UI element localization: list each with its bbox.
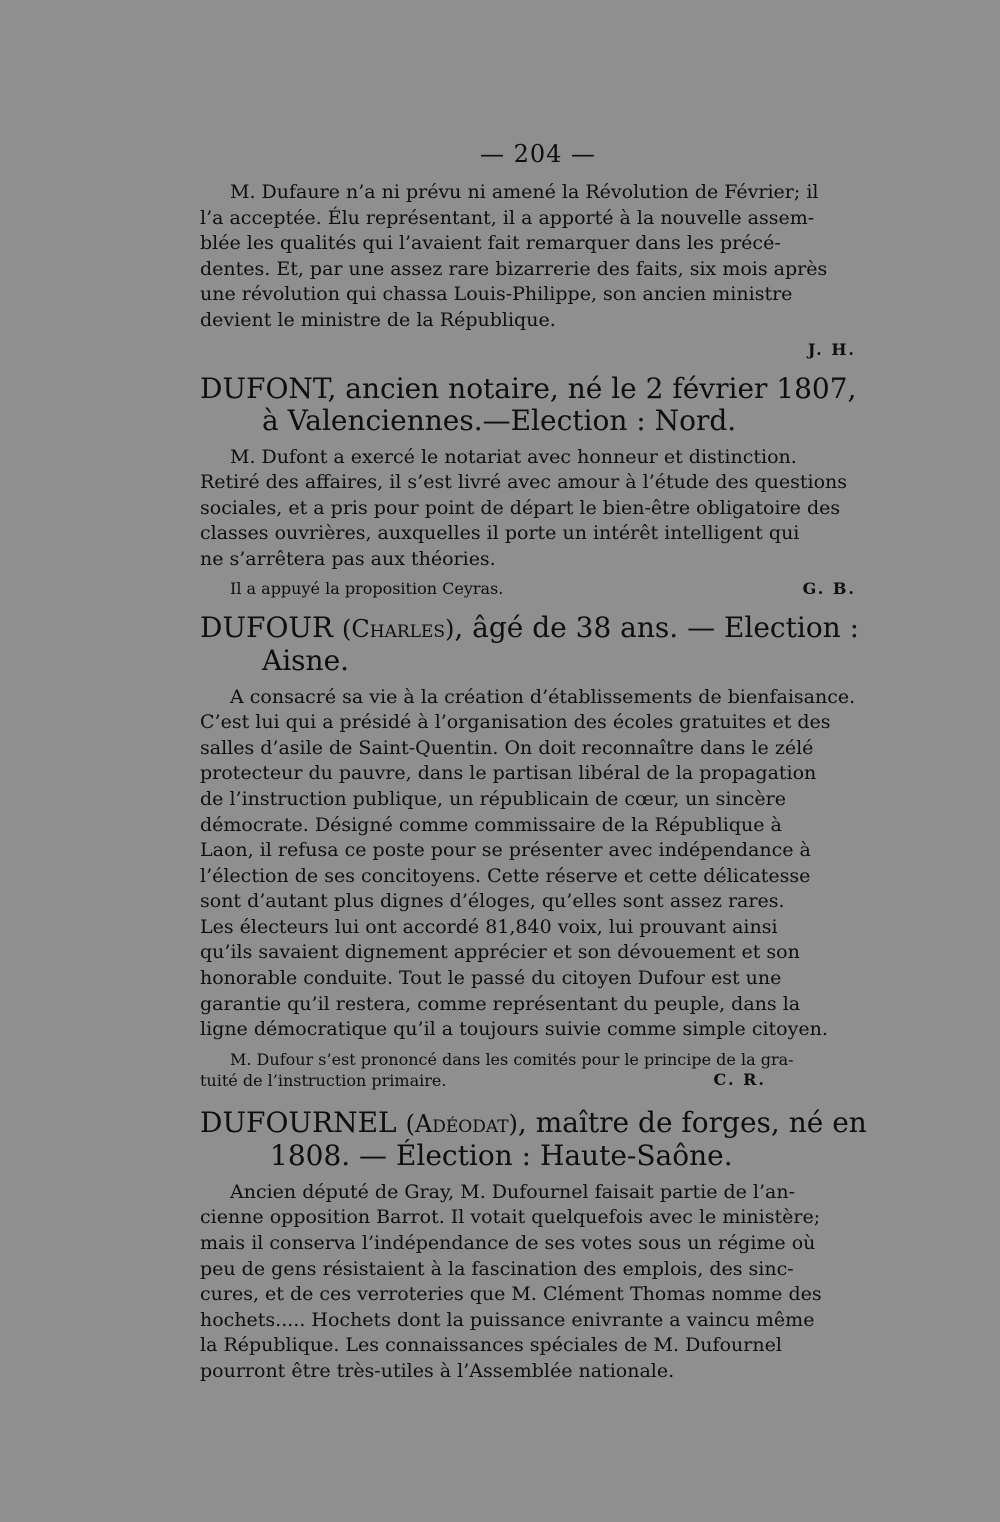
signature: C. R. bbox=[713, 1069, 766, 1089]
heading-name: DUFOURNEL bbox=[200, 1105, 397, 1139]
entry-note: Il a appuyé la proposition Ceyras. bbox=[230, 578, 504, 598]
heading-details: , maître de forges, né en 1808. — Élection : Haute-Saône. bbox=[270, 1105, 867, 1172]
entry-dufour bbox=[200, 612, 876, 1089]
entry-heading bbox=[200, 612, 876, 677]
entry-dufournel bbox=[200, 1107, 876, 1385]
book-page bbox=[200, 140, 876, 1385]
page-number: — 204 — bbox=[479, 140, 597, 168]
signature: J. H. bbox=[807, 339, 856, 359]
entry-dufaure bbox=[200, 180, 876, 359]
heading-first-name: (Adéodat) bbox=[405, 1109, 518, 1138]
signature-line bbox=[200, 340, 876, 359]
entry-text: M. Dufaure n’a ni prévu ni amené la Révolution de Février; il l’a acceptée. Élu représentant, il a apporté à la nouvelle assem- blée les qualités qui l’avaient fait remarquer dans les précé- dentes. Et, par une assez rare bizarrerie des faits, six mois après une révolution qui chassa Louis-Philippe, son ancien ministre devient le ministre de la République. bbox=[200, 181, 828, 331]
heading-first-name: (Charles) bbox=[342, 614, 455, 643]
heading-details: , âgé de 38 ans. — Election : Aisne. bbox=[262, 610, 860, 677]
entry-text: Ancien député de Gray, M. Dufournel faisait partie de l’an- cienne opposition Barrot. Il votait quelquefois avec le ministère; mais il conserva l’indépendance de ses votes sous un régime où peu de gens résistaient à la fascination des emplois, des sinc- cures, et de ces verroteries que M. Clément Thomas nomme des hochets..... Hochets dont la puissance enivrante a vaincu même la République. Les connaissances spéciales de M. Dufournel pourront être très-utiles à l’Assemblée nationale. bbox=[200, 1180, 822, 1382]
entry-text: A consacré sa vie à la création d’établissements de bienfaisance. C’est lui qui a présidé à l’organisation des écoles gratuites et des salles d’asile de Saint-Quentin. On doit reconnaître dans le zélé protecteur du pauvre, dans le partisan libéral de la propagation de l’instruction publique, un républicain de cœur, un sincère démocrate. Désigné comme commissaire de la République à Laon, il refusa ce poste pour se présenter avec indépendance à l’élection de ses concitoyens. Cette réserve et cette délicatesse sont d’autant plus dignes d’éloges, qu’elles sont assez rares. Les électeurs lui ont accordé 81,840 voix, lui prouvant ainsi qu’ils savaient dignement apprécier et son dévouement et son honorable conduite. Tout le passé du citoyen Dufour est une garantie qu’il restera, comme représentant du peuple, dans la ligne démocratique qu’il a toujours suivie comme simple citoyen. bbox=[200, 685, 856, 1041]
entry-heading: DUFONT, ancien notaire, né le 2 février 1807, à Valenciennes.—Election : Nord. bbox=[200, 371, 857, 437]
signature: G. B. bbox=[802, 578, 856, 598]
entry-dufont bbox=[200, 373, 876, 598]
entry-note: M. Dufour s’est prononcé dans les comités pour le principe de la gra- tuité de l’instruction primaire. bbox=[200, 1049, 794, 1090]
entry-text: M. Dufont a exercé le notariat avec honneur et distinction. Retiré des affaires, il s’est livré avec amour à l’étude des questions sociales, et a pris pour point de départ le bien-être obligatoire des classes ouvrières, auxquelles il porte un intérêt intelligent qui ne s’arrêtera pas aux théories. bbox=[200, 445, 848, 570]
note-signature-line bbox=[200, 579, 876, 598]
heading-name: DUFOUR bbox=[200, 610, 334, 644]
entry-heading bbox=[200, 1107, 876, 1172]
